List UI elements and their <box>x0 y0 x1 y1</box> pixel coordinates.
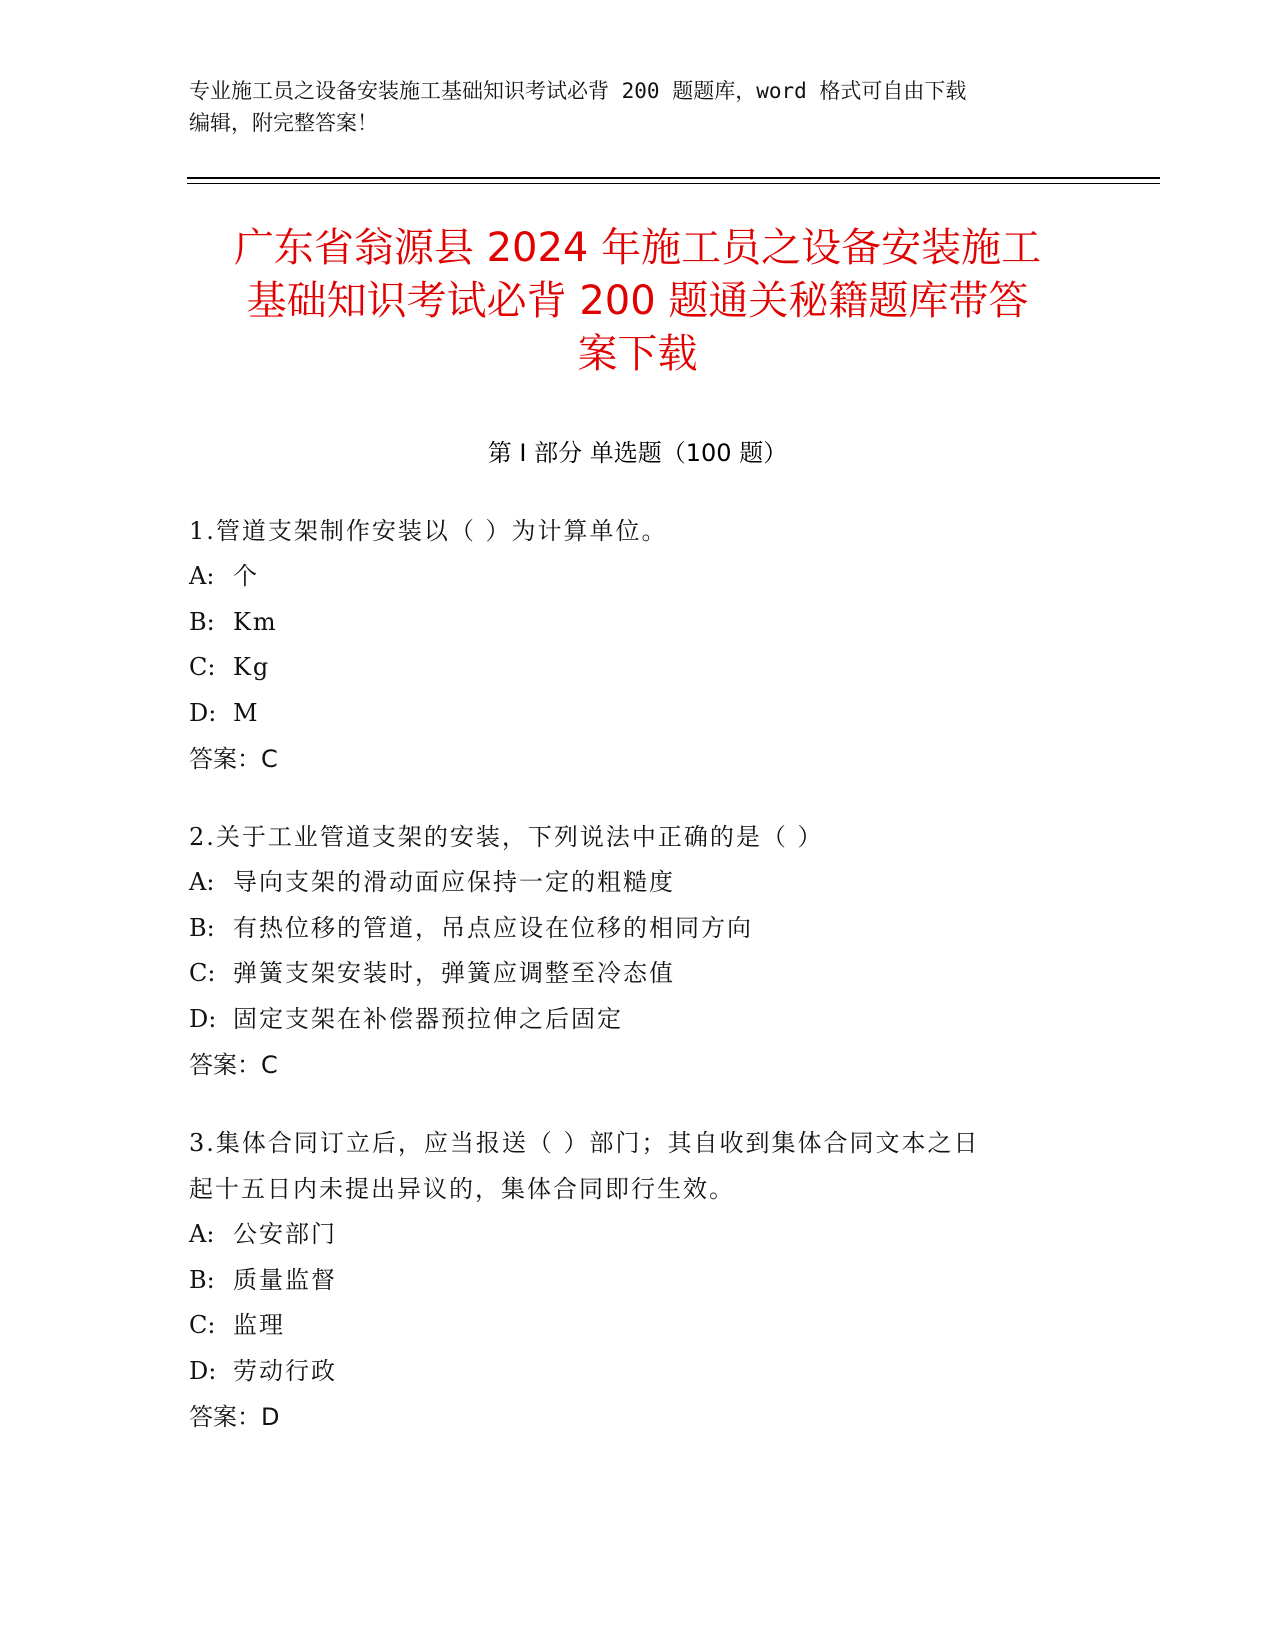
option-d <box>189 997 1089 1043</box>
option-letter: B: <box>189 913 215 942</box>
answer: 答案：C <box>189 1051 278 1079</box>
option-letter: B: <box>189 607 215 636</box>
title-line-3: 案下载 <box>577 331 698 377</box>
option-a <box>189 860 1089 906</box>
option-letter: D: <box>189 698 217 727</box>
section-heading: 第 I 部分 单选题（100 题） <box>487 439 788 467</box>
header-divider-top <box>187 177 1160 179</box>
option-text: 监理 <box>233 1311 285 1339</box>
option-letter: A: <box>189 868 215 896</box>
option-b <box>189 600 1089 646</box>
option-text: 弹簧支架安装时，弹簧应调整至冷态值 <box>233 959 675 987</box>
option-text: 有热位移的管道，吊点应设在位移的相同方向 <box>233 913 753 942</box>
option-a <box>189 554 1089 600</box>
option-b <box>189 1258 1089 1304</box>
question-text: 2.关于工业管道支架的安装，下列说法中正确的是（ ） <box>189 823 824 851</box>
answer: 答案：D <box>189 1403 280 1431</box>
title-line-2: 基础知识考试必背 200 题通关秘籍题库带答 <box>246 278 1029 324</box>
header-note <box>189 75 1089 139</box>
option-letter: C: <box>189 653 216 681</box>
question-1 <box>189 508 1089 782</box>
option-text: 质量监督 <box>233 1265 337 1294</box>
option-c <box>189 951 1089 997</box>
header-note-line-1: 专业施工员之设备安装施工基础知识考试必背 200 题题库，word 格式可自由下载 <box>189 79 967 103</box>
question-3 <box>189 1120 1089 1440</box>
option-d <box>189 1349 1089 1395</box>
header-note-line-2: 编辑，附完整答案！ <box>189 111 378 135</box>
option-letter: B: <box>189 1265 215 1294</box>
option-c <box>189 645 1089 691</box>
option-letter: A: <box>189 1220 215 1248</box>
option-text: 劳动行政 <box>233 1356 337 1385</box>
option-a <box>189 1212 1089 1258</box>
option-letter: D: <box>189 1356 217 1385</box>
question-2 <box>189 814 1089 1088</box>
option-text: 个 <box>233 562 259 590</box>
option-letter: C: <box>189 1311 216 1339</box>
option-letter: D: <box>189 1004 217 1033</box>
option-text: M <box>233 698 260 727</box>
option-text: 公安部门 <box>233 1220 337 1248</box>
option-text: Kg <box>233 653 271 681</box>
option-letter: A: <box>189 562 215 590</box>
option-text: 固定支架在补偿器预拉伸之后固定 <box>233 1004 623 1033</box>
option-letter: C: <box>189 959 216 987</box>
question-text-line-1: 3.集体合同订立后，应当报送（ ）部门；其自收到集体合同文本之日 <box>189 1129 980 1157</box>
option-text: Km <box>233 607 278 636</box>
option-d <box>189 691 1089 737</box>
question-text-line-2: 起十五日内未提出异议的，集体合同即行生效。 <box>189 1175 735 1203</box>
header-divider-bottom <box>187 183 1160 184</box>
document-title <box>150 222 1125 381</box>
option-b <box>189 906 1089 952</box>
option-c <box>189 1303 1089 1349</box>
answer: 答案：C <box>189 745 278 773</box>
title-line-1: 广东省翁源县 2024 年施工员之设备安装施工 <box>233 225 1042 271</box>
question-text: 1.管道支架制作安装以（ ）为计算单位。 <box>189 517 668 545</box>
option-text: 导向支架的滑动面应保持一定的粗糙度 <box>233 868 675 896</box>
